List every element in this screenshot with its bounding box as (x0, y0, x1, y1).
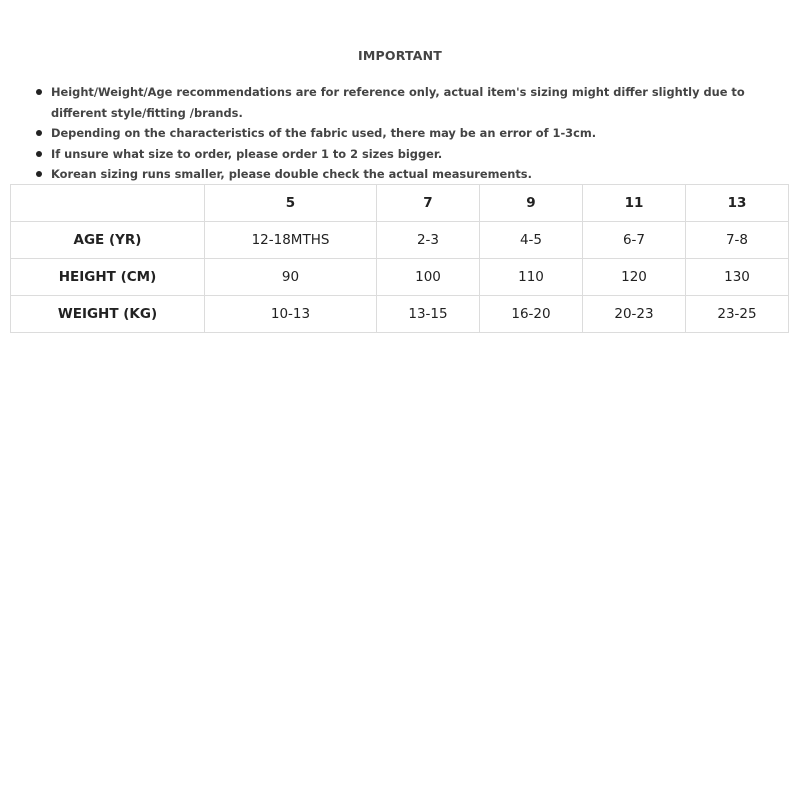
table-cell: 10-13 (205, 296, 377, 333)
table-cell: 110 (480, 259, 583, 296)
table-cell: 12-18MTHS (205, 222, 377, 259)
bullet-dot-icon (36, 130, 42, 136)
header-cell-size: 11 (583, 185, 686, 222)
important-notes-list (36, 82, 788, 185)
table-cell: 4-5 (480, 222, 583, 259)
header-cell-size: 5 (205, 185, 377, 222)
note-item (36, 164, 788, 185)
note-item (36, 144, 788, 165)
header-cell-size: 9 (480, 185, 583, 222)
bullet-dot-icon (36, 171, 42, 177)
table-row-height (11, 259, 789, 296)
note-text: Depending on the characteristics of the fabric used, there may be an error of 1-3cm. (51, 126, 597, 140)
important-heading: IMPORTANT (358, 48, 442, 63)
table-cell: 16-20 (480, 296, 583, 333)
note-item (36, 123, 788, 144)
header-cell-empty (11, 185, 205, 222)
table-cell: 120 (583, 259, 686, 296)
table-header-row (11, 185, 789, 222)
size-chart-table (10, 184, 789, 333)
table-cell: 90 (205, 259, 377, 296)
table-row-age (11, 222, 789, 259)
bullet-dot-icon (36, 151, 42, 157)
table-cell: 20-23 (583, 296, 686, 333)
header-cell-size: 13 (686, 185, 789, 222)
table-cell: 6-7 (583, 222, 686, 259)
table-cell: 100 (377, 259, 480, 296)
table-cell: 13-15 (377, 296, 480, 333)
note-text: If unsure what size to order, please order 1 to 2 sizes bigger. (51, 146, 443, 161)
note-text: Korean sizing runs smaller, please double check the actual measurements. (51, 167, 532, 181)
table-cell: 130 (686, 259, 789, 296)
row-label: HEIGHT (CM) (11, 259, 205, 296)
bullet-dot-icon (36, 89, 42, 95)
table-cell: 2-3 (377, 222, 480, 259)
table-row-weight (11, 296, 789, 333)
row-label: WEIGHT (KG) (11, 296, 205, 333)
row-label: AGE (YR) (11, 222, 205, 259)
table-cell: 7-8 (686, 222, 789, 259)
header-cell-size: 7 (377, 185, 480, 222)
note-item (36, 82, 788, 123)
table-cell: 23-25 (686, 296, 789, 333)
note-text: Height/Weight/Age recommendations are for reference only, actual item's sizing might differ slightly due to different style/fitting /brands. (51, 85, 745, 120)
